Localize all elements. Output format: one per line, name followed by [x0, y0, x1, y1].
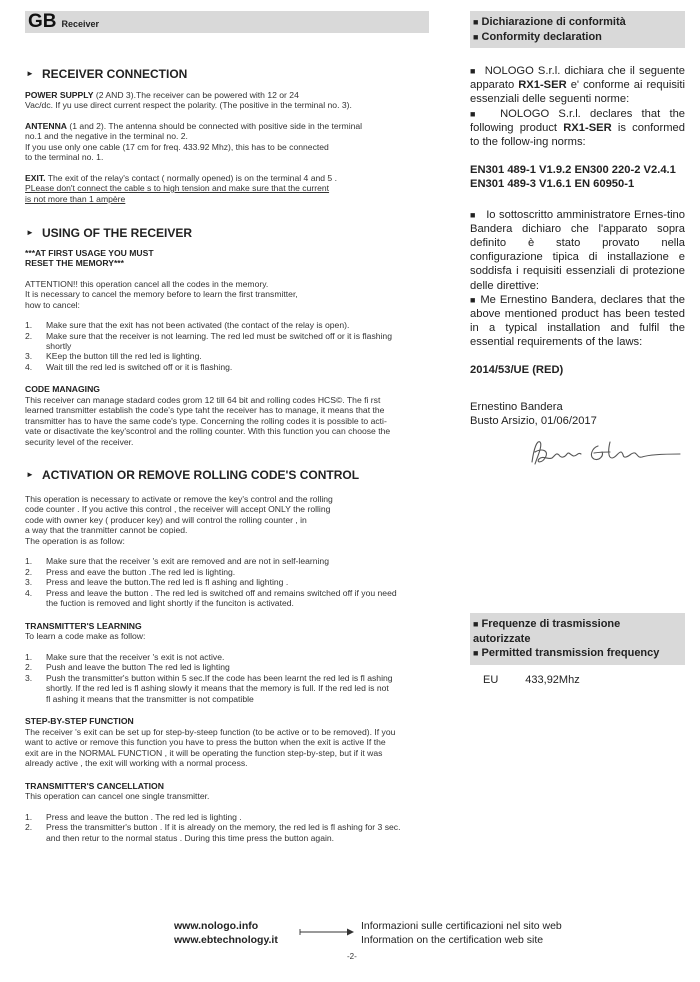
reset-steps-list — [25, 320, 429, 372]
cancellation-heading: TRANSMITTER'S CANCELLATION — [25, 780, 164, 791]
list-item: 1. Make sure that the receiver 's exit is not active. — [25, 651, 225, 662]
conformity-declaration-box: ■ Dichiarazione di conformità ■ Conformity declaration — [470, 11, 685, 48]
learning-heading: TRANSMITTER'S LEARNING — [25, 620, 142, 631]
list-item: 2. Press and eave the button .The red led is lighting. — [25, 566, 236, 577]
declaration-it: ■ NOLOGO S.r.l. dichiara che il seguente apparato RX1-SER e' conforme ai requisiti essenziali delle seguenti norme: — [470, 65, 686, 106]
square-bullet-icon: ■ — [470, 210, 476, 221]
exit-paragraph: EXIT. The exit of the relay's contact ( normally opened) is on the terminal 4 and 5 . PLease don't connect the cable s to high tension and make sure that the current is not more than 1 ampère — [25, 172, 337, 204]
section-heading-using: ► USING OF THE RECEIVER — [26, 225, 193, 240]
list-item: 2. Press the transmitter's button . If it is already on the memory, the red led is fl ashing for 3 sec. and then retur to the normal status . During this time press the button again. — [25, 822, 401, 843]
list-item: 4. Press and leave the button . The red led is switched off and remains switched off if you need the fuction is removed and light shortly if the funciton is activated. — [25, 587, 397, 609]
section-heading-activation: ► ACTIVATION OR REMOVE ROLLING CODE'S CONTROL — [26, 468, 360, 483]
list-item: 1. Press and leave the button . The red led is lighting . — [25, 811, 242, 822]
list-item: 4. Wait till the red led is switched off or it is flashing. — [25, 361, 233, 372]
frequency-row — [483, 674, 580, 687]
list-item: 3. KEep the button till the red led is lighting. — [25, 351, 202, 362]
attention-paragraph: ATTENTION!! this operation cancel all the codes in the memory. It is necessary to cancel the memory before to learn the first transmitter, how to cancel: — [25, 278, 298, 310]
arrow-right-icon — [299, 927, 355, 937]
signer-block — [470, 400, 685, 428]
bullet-arrow-icon: ► — [26, 227, 34, 237]
step-by-step-heading: STEP-BY-STEP FUNCTION — [25, 716, 134, 727]
list-item: 3. Push the transmitter's button within 5 sec.If the code has been learnt the red led is fl ashing shortly. If the red led is fl ashing slowly it means that the memory is full. If the red led is not fl ashing it means that the transmitter is not compatible — [25, 672, 393, 704]
list-item: 2. Push and leave the button The red led is lighting — [25, 662, 230, 673]
bullet-arrow-icon: ► — [26, 470, 34, 480]
bullet-arrow-icon: ► — [26, 69, 34, 78]
admin-declaration-it: ■ Io sottoscritto amministratore Ernes-tino Bandera dichiaro che l'apparato sopra definito è stato provato nella configurazione tipica di installazione e soddisfa i requisiti essenziali di protezione delle direttive: — [470, 209, 685, 292]
website-link-ebtechnology[interactable]: www.ebtechnology.it — [174, 933, 278, 946]
right-column — [470, 11, 686, 686]
left-column — [25, 11, 429, 843]
square-bullet-icon: ■ — [473, 648, 479, 659]
frequency-box: ■ Frequenze di trasmissione autorizzate ■ Permitted transmission frequency — [470, 613, 685, 665]
list-item: 3. Press and leave the button.The red led is fl ashing and lighting . — [25, 577, 289, 588]
code-managing-paragraph: This receiver can manage stadard codes grom 12 till 64 bit and rolling codes HCS©. The fi rst learned transmitter establish the code's type taht the receiver has to manage, it means that the transmitter has to have the same code's type. Concerning the rolling codes it is possible to acti- vate or disactivate the key'scontrol and the rolling counter. With this function you can choose the security level of the receiver. — [25, 394, 391, 447]
frequency-value: 433,92Mhz — [525, 674, 580, 686]
square-bullet-icon: ■ — [470, 66, 477, 77]
square-bullet-icon: ■ — [473, 31, 479, 42]
header-title: Receiver — [61, 19, 100, 30]
list-item: 2. Make sure that the receiver is not learning. The red led must be switched off or it is flashing shortly — [25, 330, 392, 351]
frequency-region: EU — [483, 674, 499, 686]
power-supply-paragraph: POWER SUPPLY (2 AND 3).The receiver can be powered with 12 or 24 Vac/dc. If yu use direct current respect the polarity. (The positive in the terminal no. 3). — [25, 89, 352, 111]
lang-code: GB — [28, 11, 57, 32]
footer-info: Informazioni sulle certificazioni nel sito web Information on the certification web site — [361, 920, 562, 946]
page-number: -2- — [347, 952, 357, 961]
website-link-nologo[interactable]: www.nologo.info — [174, 920, 259, 932]
list-item: 1. Make sure that the exit has not been activated (the contact of the relay is open). — [25, 320, 350, 331]
first-usage-warning: ***AT FIRST USAGE YOU MUST RESET THE MEMORY*** — [25, 247, 154, 269]
declaration-en: ■ NOLOGO S.r.l. declares that the following product RX1-SER is conformed to the follow-ing norms: — [470, 107, 686, 148]
cancellation-steps-list — [25, 812, 429, 843]
header-bar — [25, 11, 429, 33]
square-bullet-icon: ■ — [473, 17, 479, 27]
admin-declaration-en: ■ Me Ernestino Bandera, declares that the above mentioned product has been tested in a typical installation and fulfil the essential requirements of the laws: — [470, 293, 686, 349]
list-item: 1. Make sure that the receiver 's exit are removed and are not in self-learning — [25, 556, 329, 567]
place-date: Busto Arsizio, 01/06/2017 — [470, 414, 597, 427]
footer-links — [174, 920, 278, 947]
code-managing-heading: CODE MANAGING — [25, 384, 100, 395]
antenna-paragraph: ANTENNA (1 and 2). The antenna should be connected with positive side in the terminal no.1 and the negative in the terminal no. 2. If you use only one cable (17 cm for freq. 433.92 Mhz), this has to be connected to the terminal no. 1. — [25, 120, 363, 163]
section-heading-connection: ► RECEIVER CONNECTION — [26, 67, 188, 81]
activation-steps-list — [25, 556, 429, 608]
directive: 2014/53/UE (RED) — [470, 364, 564, 377]
activation-intro: This operation is necessary to activate or remove the key's control and the rolling code counter . If you active this control , the receiver will accept ONLY the rolling code with owner key ( producer key) and will control the rolling counter , in a way that the tranmitter cannot be copied. The operation is as follow: — [25, 493, 333, 546]
square-bullet-icon: ■ — [470, 108, 482, 119]
learning-steps-list — [25, 652, 429, 704]
step-by-step-paragraph: The receiver 's exit can be set up for step-by-steep function (to be active or to be removed). If you want to active or remove this function you have to press the button when the exit is active If the exit are in the NORMAL FUNCTION , it will be operating the function step-by-step, but if it was already active , the exit will working with a normal process. — [25, 726, 396, 769]
square-bullet-icon: ■ — [473, 619, 479, 629]
cancellation-intro: This operation can cancel one single transmitter. — [25, 791, 210, 802]
square-bullet-icon: ■ — [470, 294, 477, 305]
learning-intro: To learn a code make as follow: — [25, 631, 146, 642]
signature-image — [528, 434, 688, 474]
signer-name: Ernestino Bandera — [470, 400, 563, 413]
norms-list: EN301 489-1 V1.9.2 EN300 220-2 V2.4.1 EN301 489-3 V1.6.1 EN 60950-1 — [470, 163, 676, 191]
